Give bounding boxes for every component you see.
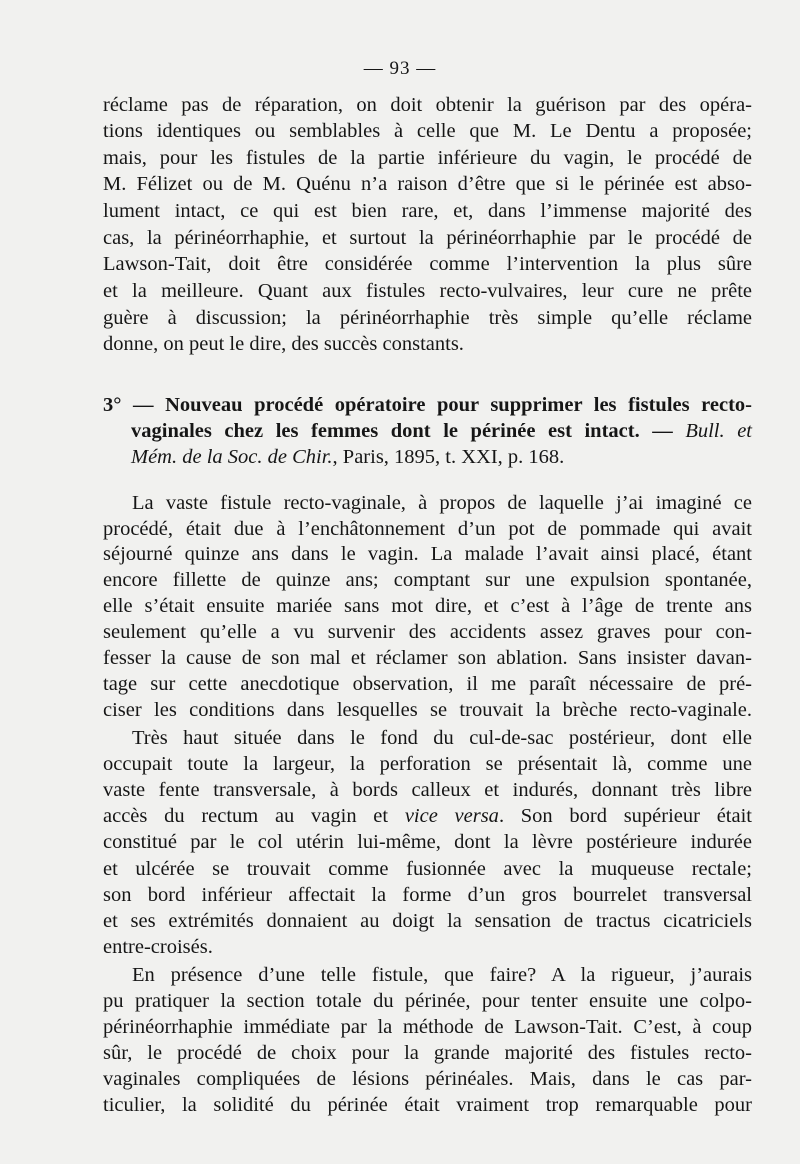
text-line: périnéorrhaphie immédiate par la méthode de Lawson-Tait. C’est, à coup	[103, 1016, 752, 1038]
citation-line	[131, 444, 752, 470]
text-segment: . Son bord supérieur était	[498, 805, 752, 827]
text-line	[103, 803, 752, 829]
citation-journal: Bull. et	[685, 420, 752, 442]
text-line: Lawson-Tait, doit être considérée comme l’intervention la plus sûre	[103, 253, 752, 275]
citation-journal-cont: Mém. de la Soc. de Chir.	[131, 446, 333, 468]
text-line: sûr, le procédé de choix pour la grande majorité des fistules recto-	[103, 1042, 752, 1064]
text-line: et ses extrémités donnaient au doigt la sensation de tractus cicatriciels	[103, 910, 752, 932]
text-line: occupait toute la largeur, la perforation se présentait là, comme une	[103, 753, 752, 775]
heading-bold-text: vaginales chez les femmes dont le périnée est intact. —	[131, 420, 673, 442]
text-line: son bord inférieur affectait la forme d’un gros bourrelet transversal	[103, 884, 752, 906]
text-line: et la meilleure. Quant aux fistules recto-vulvaires, leur cure ne prête	[103, 280, 752, 302]
text-line: encore fillette de quinze ans; comptant sur une expulsion spontanée,	[103, 569, 752, 591]
text-line: cas, la périnéorrhaphie, et surtout la périnéorrhaphie par le procédé de	[103, 227, 752, 249]
text-line: et ulcérée se trouvait comme fusionnée avec la muqueuse rectale;	[103, 858, 752, 880]
page-number: — 93 —	[363, 58, 437, 79]
text-line: constitué par le col utérin lui-même, dont la lèvre postérieure indurée	[103, 831, 752, 853]
text-line: M. Félizet ou de M. Quénu n’a raison d’être que si le périnée est abso-	[103, 173, 752, 195]
heading-line	[131, 418, 752, 444]
text-line: lument intact, ce qui est bien rare, et, dans l’immense majorité des	[103, 200, 752, 222]
citation-details: , Paris, 1895, t. XXI, p. 168.	[332, 446, 565, 468]
text-line: elle s’était ensuite mariée sans mot dire, et c’est à l’âge de trente ans	[103, 595, 752, 617]
text-line: mais, pour les fistules de la partie inférieure du vagin, le procédé de	[103, 147, 752, 169]
text-line: vaginales compliquées de lésions périnéales. Mais, dans le cas par-	[103, 1068, 752, 1090]
text-line: La vaste fistule recto-vaginale, à propos de laquelle j’ai imaginé ce	[132, 492, 752, 514]
text-line: procédé, était due à l’enchâtonnement d’un pot de pommade qui avait	[103, 518, 752, 540]
text-line: donne, on peut le dire, des succès constants.	[103, 333, 464, 355]
text-line: fesser la cause de son mal et réclamer son ablation. Sans insister davan-	[103, 647, 752, 669]
text-line: vaste fente transversale, à bords calleux et indurés, donnant très libre	[103, 779, 752, 801]
text-line: pu pratiquer la section totale du périnée, pour tenter ensuite une colpo-	[103, 990, 752, 1012]
text-line: séjourné quinze ans dans le vagin. La malade l’avait ainsi placé, étant	[103, 543, 752, 565]
text-line: tage sur cette anecdotique observation, il me paraît nécessaire de pré-	[103, 673, 752, 695]
text-line: ciser les conditions dans lesquelles se trouvait la brèche recto-vaginale.	[103, 699, 752, 721]
text-line: réclame pas de réparation, on doit obtenir la guérison par des opéra-	[103, 94, 752, 116]
text-line: entre-croisés.	[103, 936, 213, 958]
text-line: guère à discussion; la périnéorrhaphie très simple qu’elle réclame	[103, 307, 752, 329]
text-line: ticulier, la solidité du périnée était vraiment trop remarquable pour	[103, 1094, 752, 1116]
text-segment: accès du rectum au vagin et	[103, 805, 405, 827]
latin-phrase: vice versa	[404, 805, 499, 827]
text-line: seulement qu’elle a vu survenir des accidents assez graves pour con-	[103, 621, 752, 643]
text-line: Très haut située dans le fond du cul-de-sac postérieur, dont elle	[132, 727, 752, 749]
text-line: tions identiques ou semblables à celle que M. Le Dentu a proposée;	[103, 120, 752, 142]
text-line: En présence d’une telle fistule, que faire? A la rigueur, j’aurais	[132, 964, 752, 986]
heading-line: 3° — Nouveau procédé opératoire pour supprimer les fistules recto-	[103, 394, 752, 416]
